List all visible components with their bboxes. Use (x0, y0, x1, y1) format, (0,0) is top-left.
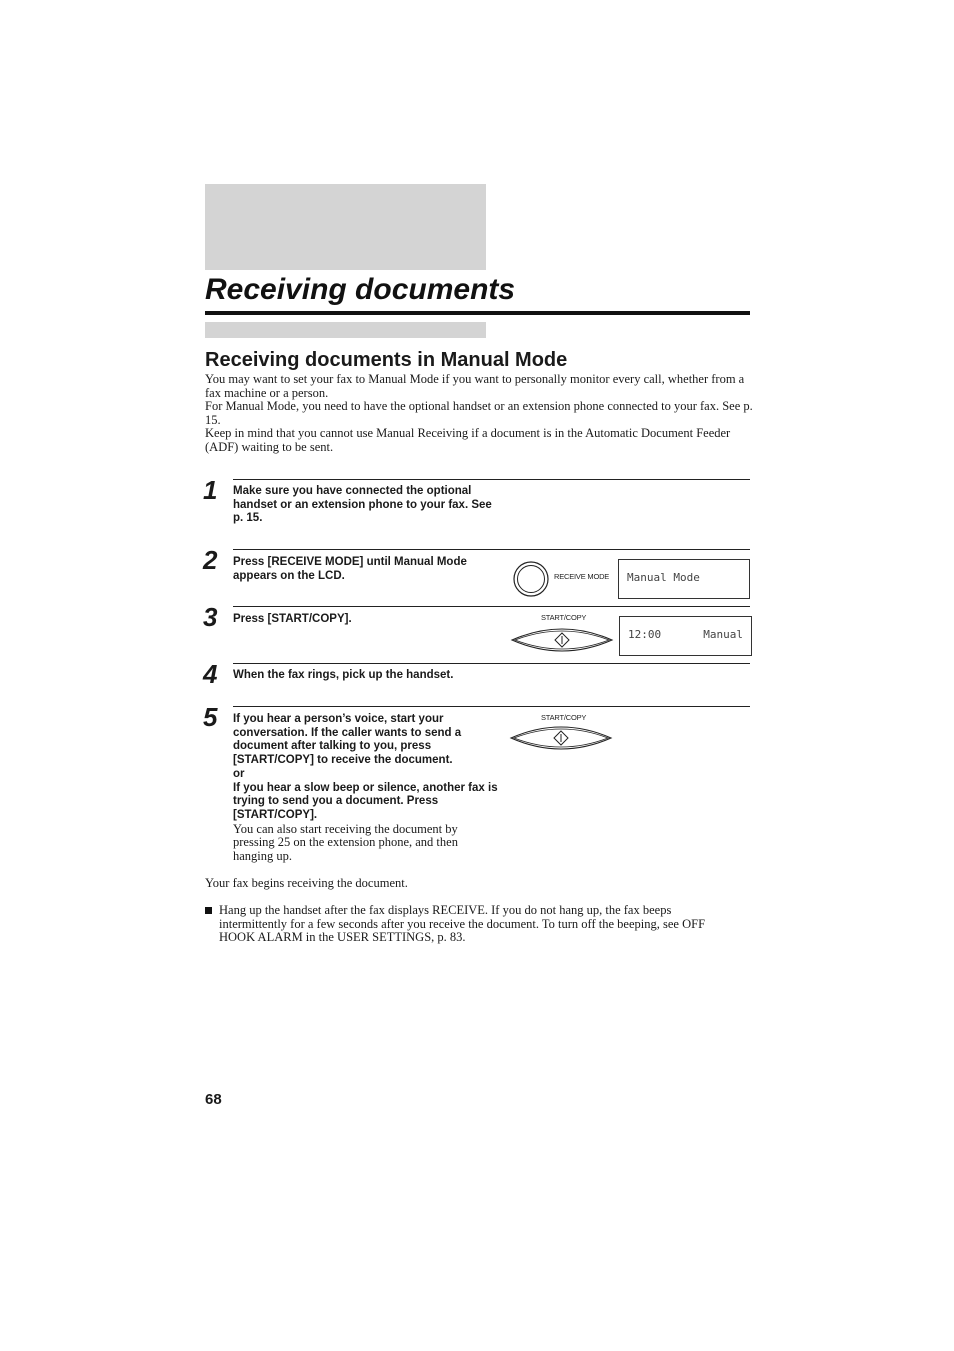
start-copy-label: START/COPY (541, 713, 587, 722)
lcd-time: 12:00 (628, 628, 662, 641)
step-number: 2 (203, 545, 218, 575)
step-instruction: When the fax rings, pick up the handset. (233, 669, 454, 681)
step-rule (233, 706, 750, 707)
result-text: Your fax begins receiving the document. (205, 876, 408, 890)
bullet-note-text: Hang up the handset after the fax displays RECEIVE. If you do not hang up, the fax beeps intermittently for a few seconds after you receive the document. To turn off the beeping, see OFF HOOK ALARM in the USER SETTINGS, p. 83. (219, 903, 706, 945)
intro-paragraph: Keep in mind that you cannot use Manual Receiving if a document is in the Automatic Document Feeder (ADF) waiting to be sent. (205, 426, 731, 454)
step-instruction: If you hear a person’s voice, start your conversation. If the caller wants to send a document after talking to you, press [START/COPY] to receive the document. (233, 713, 462, 767)
receive-mode-button-icon (512, 560, 550, 598)
step-number: 3 (203, 602, 218, 632)
start-copy-label: START/COPY (541, 613, 587, 622)
step-5-text (233, 713, 499, 863)
subheader-grey-bar (205, 322, 486, 338)
step-instruction: Press [RECEIVE MODE] until Manual Mode appears on the LCD. (233, 556, 467, 582)
intro-paragraph: You may want to set your fax to Manual Mode if you want to personally monitor every call, whether from a fax machine or a person. (205, 372, 745, 400)
step-rule (233, 606, 750, 607)
header-grey-block (205, 184, 486, 270)
step-rule (233, 549, 750, 550)
step-instruction: Make sure you have connected the optional handset or an extension phone to your fax. See p. 15. (233, 485, 492, 525)
step-number: 1 (203, 475, 218, 505)
lcd-mode: Manual (703, 628, 743, 641)
start-copy-button-icon (510, 624, 614, 656)
bullet-note (205, 904, 745, 945)
step-number: 4 (203, 659, 218, 689)
receive-mode-label: RECEIVE MODE (554, 572, 610, 581)
step-3-text (233, 613, 501, 627)
intro-paragraph: For Manual Mode, you need to have the optional handset or an extension phone connected to your fax. See p. 15. (205, 399, 753, 427)
step-or: or (233, 767, 245, 780)
intro-text (205, 373, 753, 455)
lcd-screen-manual-mode (618, 559, 750, 599)
lcd-text: Manual Mode (627, 571, 700, 584)
start-copy-button-icon (509, 722, 613, 754)
step-2-text (233, 556, 501, 583)
step-instruction: Press [START/COPY]. (233, 613, 352, 625)
step-rule (233, 479, 750, 480)
lcd-screen-time (619, 616, 752, 656)
step-1-text (233, 485, 495, 526)
square-bullet-icon (205, 907, 212, 914)
step-4-text (233, 669, 501, 683)
section-heading: Receiving documents in Manual Mode (205, 349, 568, 371)
step-number: 5 (203, 702, 218, 732)
step-rule (233, 663, 750, 664)
step-instruction: If you hear a slow beep or silence, another fax is trying to send you a document. Press [START/COPY]. (233, 781, 498, 821)
page-title: Receiving documents (205, 273, 516, 306)
step-note: You can also start receiving the document by pressing 25 on the extension phone, and then hanging up. (233, 821, 458, 863)
page-number: 68 (205, 1091, 222, 1108)
title-rule (205, 311, 750, 315)
